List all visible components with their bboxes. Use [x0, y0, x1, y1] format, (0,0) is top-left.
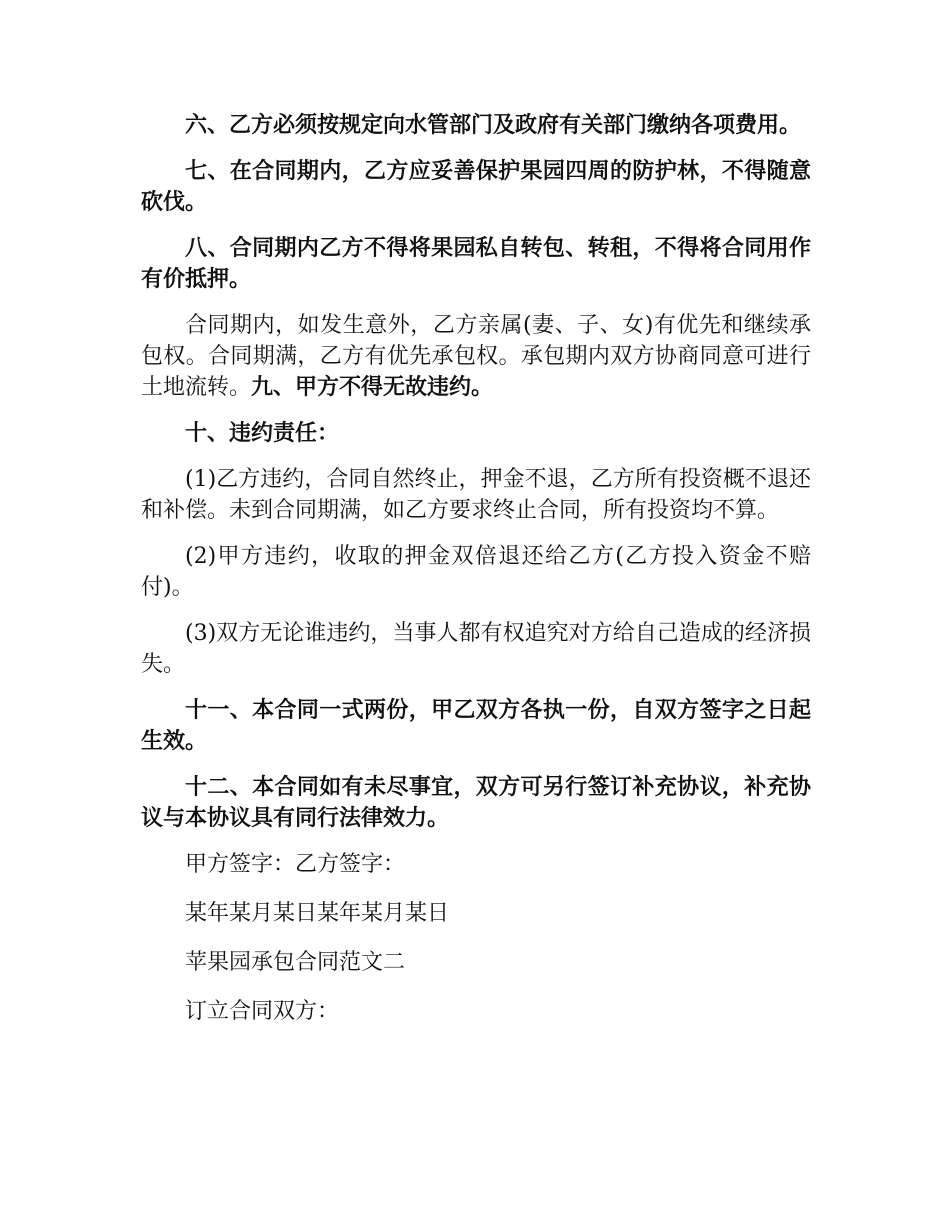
date-line: 某年某月某日某年某月某日	[185, 901, 450, 926]
clause-8-extension	[141, 310, 811, 403]
clause-9: 九、甲方不得无故违约。	[251, 374, 494, 400]
clause-8-extension-text: 合同期内，如发生意外，乙方亲属(妻、子、女)有优先和继续承包权。合同期满，乙方有优先承包权。承包期内双方协商同意可进行土地流转。	[141, 313, 811, 400]
document-page	[141, 110, 811, 1045]
signature-line: 甲方签字：乙方签字：	[185, 852, 406, 877]
clause-10-item-3: (3)双方无论谁违约，当事人都有权追究对方给自己造成的经济损失。	[141, 621, 811, 677]
clause-7: 七、在合同期内，乙方应妥善保护果园四周的防护林，不得随意砍伐。	[141, 158, 811, 215]
clause-10-item-2: (2)甲方违约，收取的押金双倍退还给乙方(乙方投入资金不赔付)。	[141, 544, 811, 600]
clause-6: 六、乙方必须按规定向水管部门及政府有关部门缴纳各项费用。	[185, 112, 802, 138]
contract-parties-line: 订立合同双方：	[185, 999, 340, 1024]
clause-8: 八、合同期内乙方不得将果园私自转包、转租，不得将合同用作有价抵押。	[141, 235, 811, 292]
sample-2-title: 苹果园承包合同范文二	[185, 950, 406, 975]
clause-12: 十二、本合同如有未尽事宜，双方可另行签订补充协议，补充协议与本协议具有同行法律效力。	[141, 774, 811, 831]
clause-10-item-1: (1)乙方违约，合同自然终止，押金不退，乙方所有投资概不退还和补偿。未到合同期满，如乙方要求终止合同，所有投资均不算。	[141, 467, 811, 523]
clause-10-heading: 十、违约责任：	[185, 420, 340, 446]
clause-11: 十一、本合同一式两份，甲乙双方各执一份，自双方签字之日起生效。	[141, 697, 811, 754]
